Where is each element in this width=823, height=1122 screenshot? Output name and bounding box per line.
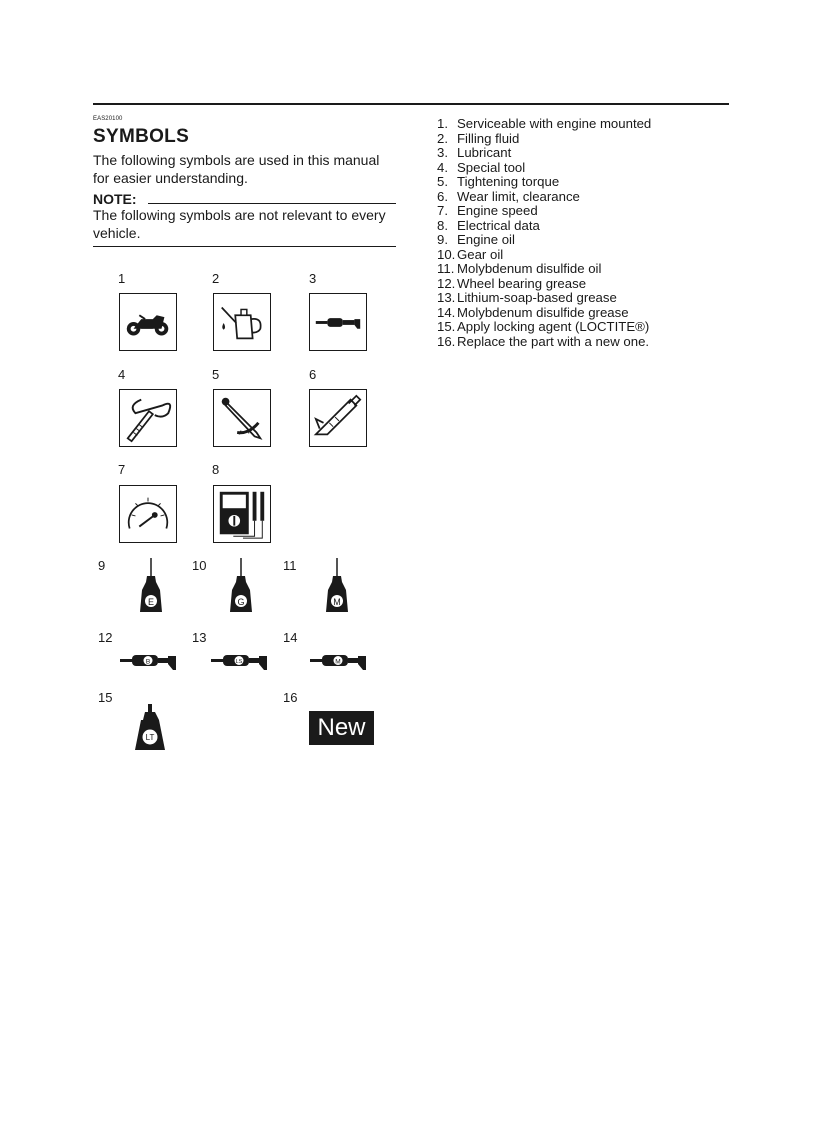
intro-text: The following symbols are used in this manual for easier understanding. xyxy=(93,152,380,186)
grease-letter: M xyxy=(335,658,341,666)
legend-item: 11. Molybdenum disulfide oil xyxy=(437,261,602,276)
caliper-icon xyxy=(309,389,367,447)
new-badge-icon: New xyxy=(309,711,374,745)
symbol-number: 5 xyxy=(212,367,220,382)
symbol-number: 3 xyxy=(309,271,317,286)
symbol-number: 14 xyxy=(283,630,298,645)
symbol-number: 2 xyxy=(212,271,220,286)
note-text: The following symbols are not relevant to every vehicle. xyxy=(93,207,386,241)
legend-item: 4. Special tool xyxy=(437,159,526,175)
locking-agent-icon xyxy=(131,704,169,752)
grease-letter: B xyxy=(145,658,151,666)
symbol-number: 13 xyxy=(192,630,207,645)
legend-item: 5. Tightening torque xyxy=(437,174,560,189)
symbol-number: 15 xyxy=(98,690,113,705)
symbol-number: 16 xyxy=(283,690,298,705)
legend-item: 1. Serviceable with engine mounted xyxy=(437,116,652,131)
legend-item: 14. Molybdenum disulfide grease xyxy=(437,304,629,320)
symbol-number: 6 xyxy=(309,367,317,382)
gear-oil-icon xyxy=(226,558,256,618)
motorcycle-icon xyxy=(119,293,177,351)
grease-letter: LS xyxy=(235,659,243,665)
tachometer-icon xyxy=(119,485,177,543)
oil-can-icon xyxy=(213,293,271,351)
lithium-grease-icon xyxy=(211,650,271,672)
legend-item: 10. Gear oil xyxy=(437,246,504,262)
legend-item: 7. Engine speed xyxy=(437,203,538,218)
molybdenum-grease-icon xyxy=(310,650,370,672)
symbol-number: 12 xyxy=(98,630,113,645)
legend-item: 8. Electrical data xyxy=(437,217,540,233)
locking-letter: LT xyxy=(145,733,155,742)
bottle-letter: M xyxy=(333,597,341,607)
legend-item: 2. Filling fluid xyxy=(437,130,520,146)
symbol-number: 8 xyxy=(212,462,220,477)
engine-oil-icon xyxy=(136,558,166,618)
legend-item: 3. Lubricant xyxy=(437,145,512,160)
note-label: NOTE: xyxy=(93,191,137,207)
section-code: EAS20100 xyxy=(93,116,123,122)
legend-item: 12. Wheel bearing grease xyxy=(437,275,587,291)
multimeter-icon xyxy=(213,485,271,543)
legend-item: 13. Lithium-soap-based grease xyxy=(437,290,617,305)
symbol-number: 9 xyxy=(98,558,106,573)
note-rule xyxy=(148,203,396,204)
symbol-number: 7 xyxy=(118,462,126,477)
legend-item: 9. Engine oil xyxy=(437,232,515,247)
symbol-number: 4 xyxy=(118,367,126,382)
symbol-legend-list xyxy=(437,117,651,349)
symbol-number: 1 xyxy=(118,271,126,286)
legend-item: 15. Apply locking agent (LOCTITE®) xyxy=(437,319,650,334)
bottle-letter: G xyxy=(237,597,245,607)
symbol-number: 10 xyxy=(192,558,207,573)
bottle-letter: E xyxy=(147,597,155,607)
wheel-bearing-grease-icon xyxy=(120,650,180,672)
page-title: SYMBOLS xyxy=(93,126,190,147)
molybdenum-oil-icon xyxy=(322,558,352,618)
legend-item: 16. Replace the part with a new one. xyxy=(437,333,650,349)
symbol-number: 11 xyxy=(283,558,297,573)
note-bottom-rule xyxy=(93,246,396,247)
hammer-icon xyxy=(309,293,367,351)
legend-item: 6. Wear limit, clearance xyxy=(437,188,580,204)
torque-wrench-icon xyxy=(213,389,271,447)
header-rule xyxy=(93,103,729,105)
special-tool-icon xyxy=(119,389,177,447)
